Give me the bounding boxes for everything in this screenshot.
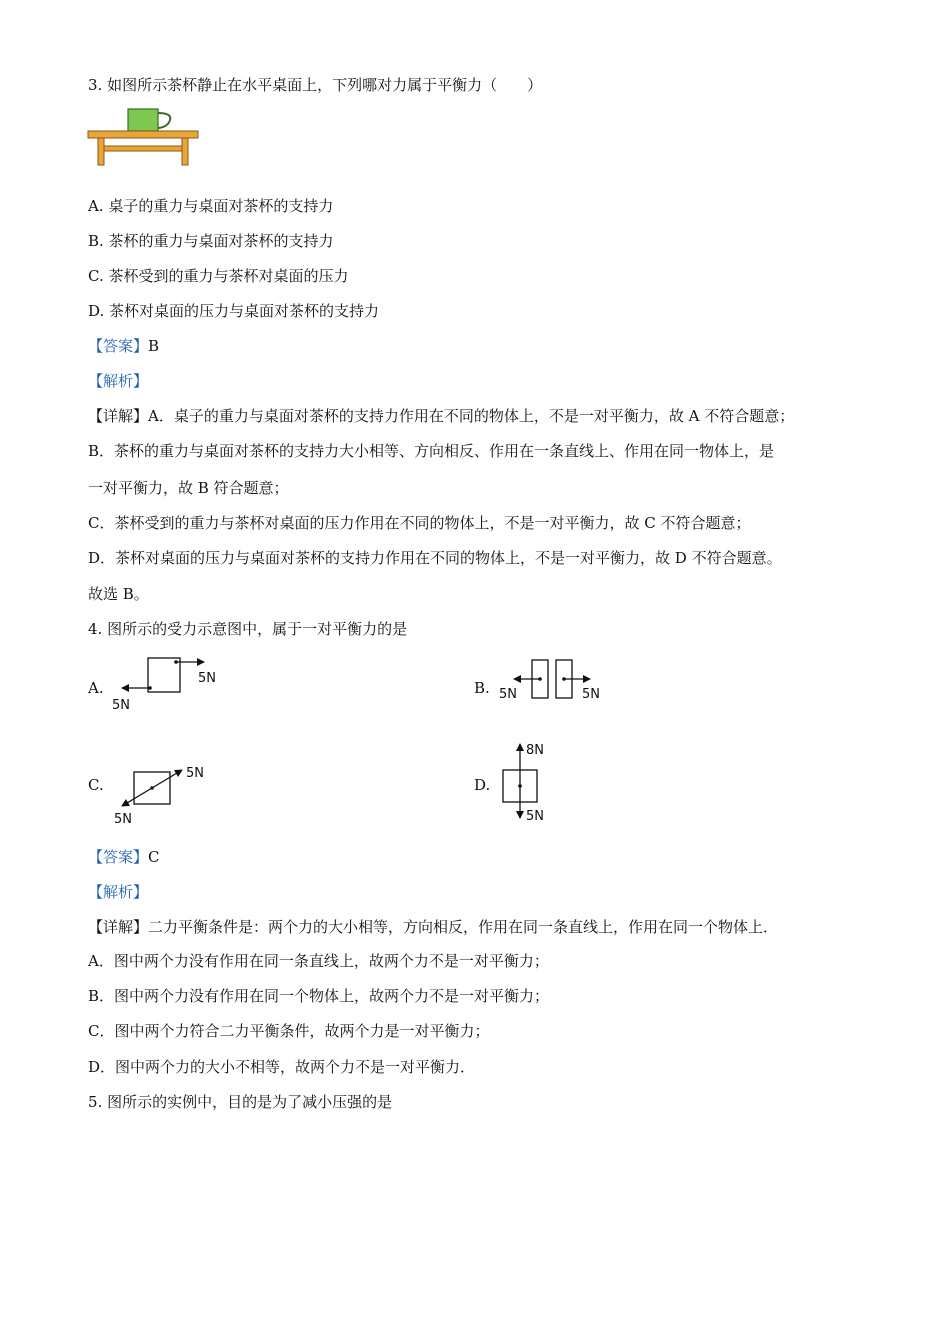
fig-a-force1: 5N [198,671,216,686]
q4-detail-line-3: B．图中两个力没有作用在同一个物体上，故两个力不是一对平衡力； [88,987,550,1005]
teacup-body [128,109,158,131]
fig-c-force1: 5N [186,766,204,781]
q3-detail-line-3: 一对平衡力，故 B 符合题意； [88,479,289,497]
q3-detail-line-6: 故选 B。 [88,585,149,603]
fig-c-arrow-up [152,770,182,788]
q4-answer: C [148,848,160,866]
fig-b-force1: 5N [499,687,517,702]
q4-option-c-label: C. [88,776,104,794]
q4-answer-line [88,847,160,867]
q4-answer-tag: 【答案】 [88,848,149,866]
q3-answer-tag: 【答案】 [88,337,149,355]
q3-detail-tag: 【详解】 [88,407,149,425]
table-leg-left [98,138,104,165]
teacup-on-table-figure [86,106,202,168]
fig-d-force2: 5N [526,809,544,824]
q3-option-b: B. 茶杯的重力与桌面对茶杯的支持力 [88,232,334,250]
table-top [88,131,198,138]
q4-figure-d [496,738,566,828]
table-leg-right [182,138,188,165]
fig-d-force1: 8N [526,743,544,758]
fig-a-force2: 5N [112,698,130,713]
q3-option-a: A. 桌子的重力与桌面对茶杯的支持力 [88,197,334,215]
q3-detail-line-4: C．茶杯受到的重力与茶杯对桌面的压力作用在不同的物体上，不是一对平衡力，故 C 不符合题意； [88,514,751,532]
table-crossbar [104,146,182,151]
q3-answer: B [148,337,160,355]
fig-b-force2: 5N [582,687,600,702]
q4-option-b-label: B. [474,679,490,697]
q4-option-d-label: D. [474,776,491,794]
q4-detail-line-5: D．图中两个力的大小不相等，故两个力不是一对平衡力． [88,1058,476,1076]
q4-detail-tag: 【详解】 [88,918,149,936]
teacup-handle [158,113,170,128]
q4-question: 4. 图所示的受力示意图中，属于一对平衡力的是 [88,620,408,638]
q3-option-d: D. 茶杯对桌面的压力与桌面对茶杯的支持力 [88,302,380,320]
q4-detail-line-4: C．图中两个力符合二力平衡条件，故两个力是一对平衡力； [88,1022,490,1040]
q3-answer-line [88,336,159,356]
q3-detail-line-2: B．茶杯的重力与桌面对茶杯的支持力大小相等、方向相反、作用在一条直线上、作用在同一物体上，是 [88,442,775,460]
q4-analysis-tag: 【解析】 [88,883,149,901]
fig-c-force2: 5N [114,812,132,827]
q3-question: 3. 如图所示茶杯静止在水平桌面上，下列哪对力属于平衡力（ ） [88,76,543,94]
q4-detail-line-1: 【详解】二力平衡条件是：两个力的大小相等，方向相反，作用在同一条直线上，作用在同一个物体上． [88,918,779,936]
q3-analysis-tag: 【解析】 [88,372,149,390]
q4-figure-c [110,762,220,828]
q4-detail-line-2: A．图中两个力没有作用在同一条直线上，故两个力不是一对平衡力； [88,952,549,970]
q4-figure-a [110,650,230,718]
q4-option-a-label: A. [88,679,104,697]
q4-figure-b [496,654,616,706]
fig-c-arrow-down [122,788,152,806]
q5-question: 5. 图所示的实例中，目的是为了减小压强的是 [88,1093,393,1111]
q3-detail-line-5: D．茶杯对桌面的压力与桌面对茶杯的支持力作用在不同的物体上，不是一对平衡力，故 D 不符合题意。 [88,549,782,567]
q3-detail-line-1: 【详解】A．桌子的重力与桌面对茶杯的支持力作用在不同的物体上，不是一对平衡力，故 A 不符合题意； [88,407,795,425]
q3-option-c: C. 茶杯受到的重力与茶杯对桌面的压力 [88,267,349,285]
